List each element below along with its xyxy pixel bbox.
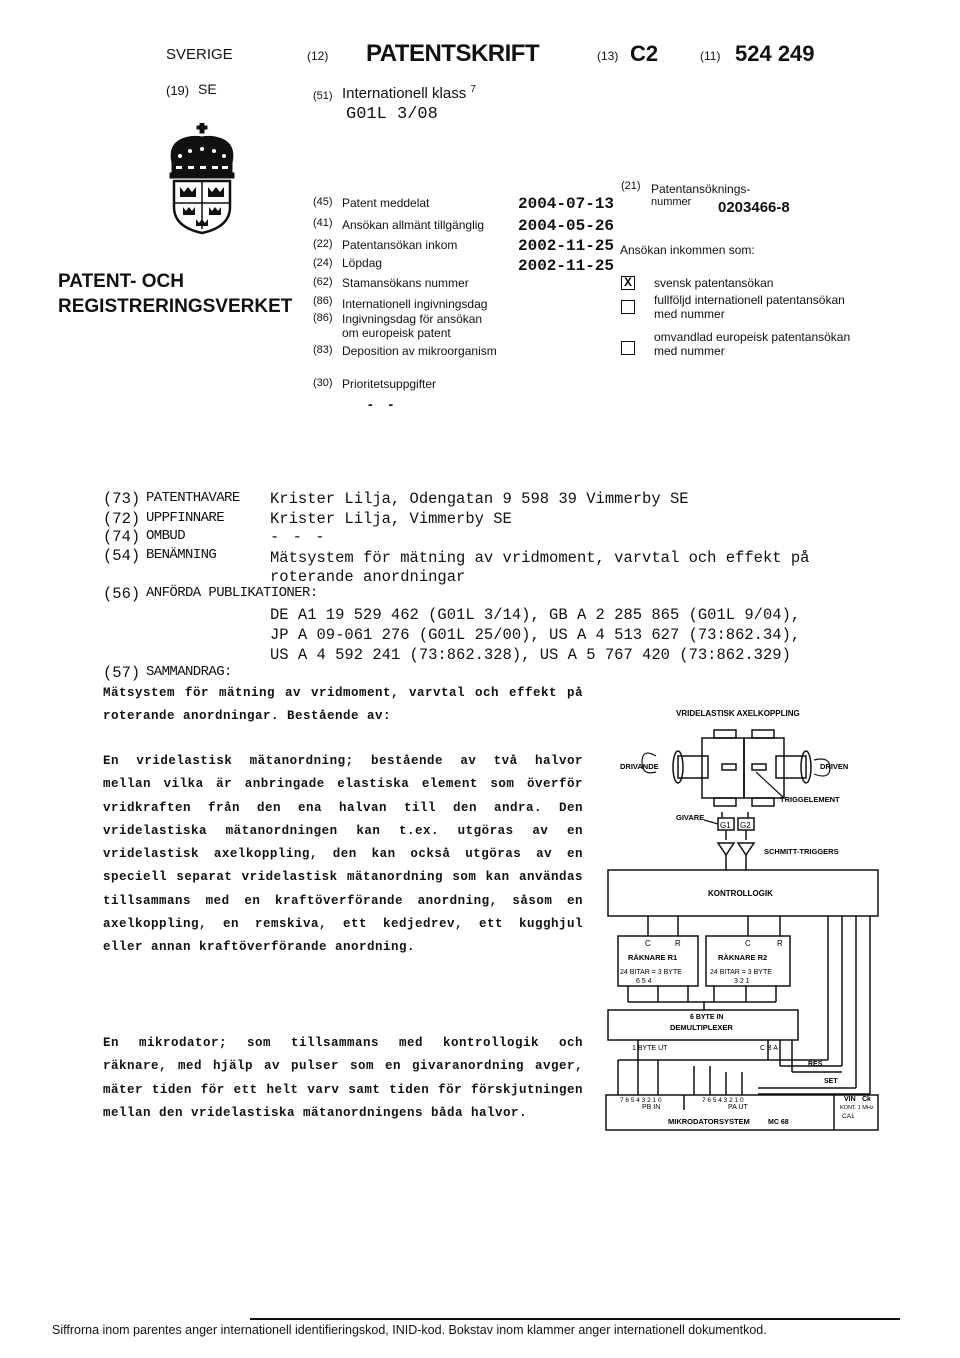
label-set: SET	[824, 1078, 838, 1085]
citation-line: DE A1 19 529 462 (G01L 3/14), GB A 2 285 865 (G01L 9/04),	[270, 606, 801, 624]
field-value: 2002-11-25	[518, 237, 615, 255]
label-bits-r2: 24 BITAR = 3 BYTE	[710, 969, 772, 976]
option-label-cont: med nummer	[654, 344, 725, 358]
citation-line: JP A 09-061 276 (G01L 25/00), US A 4 513 627 (73:862.34),	[270, 626, 801, 644]
label-bytes-r2: 3 2 1	[734, 978, 750, 985]
label-vin: VIN	[844, 1096, 856, 1103]
value-title-cont: roterande anordningar	[270, 568, 466, 586]
option-checkbox: X	[621, 276, 635, 290]
label-title: BENÄMNING	[146, 547, 217, 563]
label-bits-r1: 24 BITAR = 3 BYTE	[620, 969, 682, 976]
schmitt-trigger-1	[718, 843, 734, 855]
received-as-label: Ansökan inkommen som:	[620, 243, 755, 257]
option-label: fullföljd internationell patentansökan	[654, 293, 845, 307]
label-pa-bits: 7 6 5 4 3 2 1 0	[702, 1097, 744, 1104]
abstract-paragraph-1: En vridelastisk mätanordning; bestående av två halvor mellan vilka är anbringade elastiska element som överför vridkraften från den ena halvan till den andra. Den vridelastiska mätanordningen kan t.ex. utgöras av en vridelastisk axelkoppling, den kan också utgöras av en speciell separat vridelastisk mätanordning som kan användas tillsammans med en kraftöverförande anordning, såsom en axelkoppling, en remskiva, ett kedjedrev, ett kugghjul eller annan kraftöverförande anordning.	[103, 754, 583, 955]
abstract-paragraph-2: En mikrodator; som tillsammans med kontrollogik och räknare, med hjälp av pulser som en givaranordning avger, mäter tiden för ett helt varv samt tiden för förskjutningen mellan den vridelastiska mätanordningens båda halvor.	[103, 1036, 583, 1120]
label-ck: Ck	[862, 1096, 871, 1103]
class-edition: 7	[470, 84, 476, 95]
label-g1: G1	[720, 821, 731, 830]
label-bytes-r1: 6 5 4	[636, 978, 652, 985]
label-g2: G2	[740, 821, 751, 830]
code-agent: (74)	[103, 528, 141, 546]
application-label-cont: nummer	[651, 196, 692, 208]
class-code: (51)	[313, 90, 333, 102]
block-diagram	[598, 700, 898, 1140]
doc-kind-code: (12)	[307, 49, 329, 63]
label-agent: OMBUD	[146, 528, 186, 544]
priority-code: (30)	[313, 377, 333, 389]
label-mcu: MIKRODATORSYSTEM	[668, 1117, 750, 1126]
label-r2-r: R	[777, 939, 783, 948]
field-code: (83)	[313, 344, 333, 356]
field-label-cont: om europeisk patent	[342, 326, 451, 340]
class-value: G01L 3/08	[346, 105, 438, 124]
option-label: omvandlad europeisk patentansökan	[654, 330, 851, 344]
number-code: (11)	[700, 49, 721, 63]
label-counter-r1: RÄKNARE R1	[628, 953, 678, 962]
option-label: svensk patentansökan	[654, 276, 774, 290]
option-checkbox	[621, 341, 635, 355]
label-coupling-title: VRIDELASTISK AXELKOPPLING	[676, 709, 800, 718]
footer-note: Siffrorna inom parentes anger internationell identifieringskod, INID-kod. Bokstav inom klammer anger internationell dokumentkod.	[52, 1323, 767, 1337]
field-label: Patent meddelat	[342, 196, 430, 210]
label-schmitt: SCHMITT-TRIGGERS	[764, 847, 839, 856]
label-byte-out: 1 BYTE UT	[632, 1045, 668, 1052]
field-value: 2002-11-25	[518, 257, 615, 275]
field-label: Ingivningsdag för ansökan	[342, 312, 483, 326]
field-code: (24)	[313, 257, 333, 269]
label-r2-c: C	[745, 939, 751, 948]
label-pb-in: PB IN	[642, 1104, 661, 1111]
label-abstract: SAMMANDRAG:	[146, 664, 232, 680]
label-r1-r: R	[675, 939, 681, 948]
label-driving: DRIVANDE	[620, 762, 659, 771]
field-code: (86)	[313, 295, 333, 307]
field-value: 2004-07-13	[518, 195, 615, 213]
priority-value: - -	[368, 396, 400, 412]
label-demultiplexer: DEMULTIPLEXER	[670, 1023, 733, 1032]
label-res: RES	[808, 1061, 823, 1068]
kind-code: C2	[630, 41, 659, 66]
label-ca1: CA1	[842, 1113, 855, 1120]
application-label: Patentansöknings-	[651, 182, 751, 196]
crown-shield-logo	[166, 123, 238, 235]
code-title: (54)	[103, 547, 141, 565]
label-byte-in: 6 BYTE IN	[690, 1014, 724, 1021]
label-pa-ut: PA UT	[728, 1104, 748, 1111]
code-citations: (56)	[103, 585, 141, 603]
value-owner: Krister Lilja, Odengatan 9 598 39 Vimmerby SE	[270, 490, 689, 508]
option-checkbox	[621, 300, 635, 314]
value-title: Mätsystem för mätning av vridmoment, varvtal och effekt på	[270, 549, 810, 567]
label-citations: ANFÖRDA PUBLIKATIONER:	[146, 585, 318, 601]
label-owner: PATENTHAVARE	[146, 490, 240, 506]
field-value: 2004-05-26	[518, 217, 615, 235]
application-number: 0203466-8	[718, 199, 790, 216]
field-label: Internationell ingivningsdag	[342, 297, 488, 311]
office-name-line2: REGISTRERINGSVERKET	[58, 296, 293, 317]
citation-line: US A 4 592 241 (73:862.328), US A 5 767 420 (73:862.329)	[270, 646, 791, 664]
priority-label: Prioritetsuppgifter	[342, 377, 437, 391]
field-label: Löpdag	[342, 256, 383, 270]
kind-code-label: (13)	[597, 49, 619, 63]
label-counter-r2: RÄKNARE R2	[718, 953, 768, 962]
field-label: Patentansökan inkom	[342, 238, 458, 252]
label-trigger-element: TRIGGELEMENT	[780, 795, 840, 804]
office-name-line1: PATENT- OCH	[58, 271, 184, 292]
field-label: Ansökan allmänt tillgänglig	[342, 218, 485, 232]
label-driven: DRIVEN	[820, 762, 849, 771]
application-code: (21)	[621, 180, 641, 192]
label-pb-bits: 7 6 5 4 3 2 1 0	[620, 1097, 662, 1104]
schmitt-trigger-2	[738, 843, 754, 855]
footer-rule	[250, 1318, 900, 1320]
field-code: (62)	[313, 276, 333, 288]
label-control-logic: KONTROLLOGIK	[708, 889, 773, 898]
code-inventor: (72)	[103, 510, 141, 528]
field-code: (86)	[313, 312, 333, 324]
field-code: (22)	[313, 238, 333, 250]
field-code: (45)	[313, 196, 333, 208]
label-mc: MC 68	[768, 1119, 789, 1126]
code-owner: (73)	[103, 490, 141, 508]
coupling-half-right	[744, 738, 784, 798]
value-agent: - - -	[270, 528, 327, 546]
country-name: SVERIGE	[166, 46, 233, 63]
country-code: SE	[198, 81, 217, 97]
value-inventor: Krister Lilja, Vimmerby SE	[270, 510, 512, 528]
label-kont: KONT. 1 MHz	[840, 1105, 874, 1111]
patent-number: 524 249	[735, 41, 815, 66]
option-label-cont: med nummer	[654, 307, 725, 321]
label-inventor: UPPFINNARE	[146, 510, 225, 526]
class-label	[342, 84, 476, 102]
field-label: Deposition av mikroorganism	[342, 344, 497, 358]
abstract-intro: Mätsystem för mätning av vridmoment, varvtal och effekt på roterande anordningar. Bestående av:	[103, 686, 583, 724]
country-code-label: (19)	[166, 83, 190, 98]
class-label-text: Internationell klass	[342, 85, 467, 102]
label-sensor: GIVARE	[676, 813, 705, 822]
label-r1-c: C	[645, 939, 651, 948]
code-abstract: (57)	[103, 664, 141, 682]
doc-kind-title: PATENTSKRIFT	[366, 40, 540, 67]
label-cba: C B A	[760, 1045, 778, 1052]
field-label: Stamansökans nummer	[342, 276, 469, 290]
field-code: (41)	[313, 217, 333, 229]
